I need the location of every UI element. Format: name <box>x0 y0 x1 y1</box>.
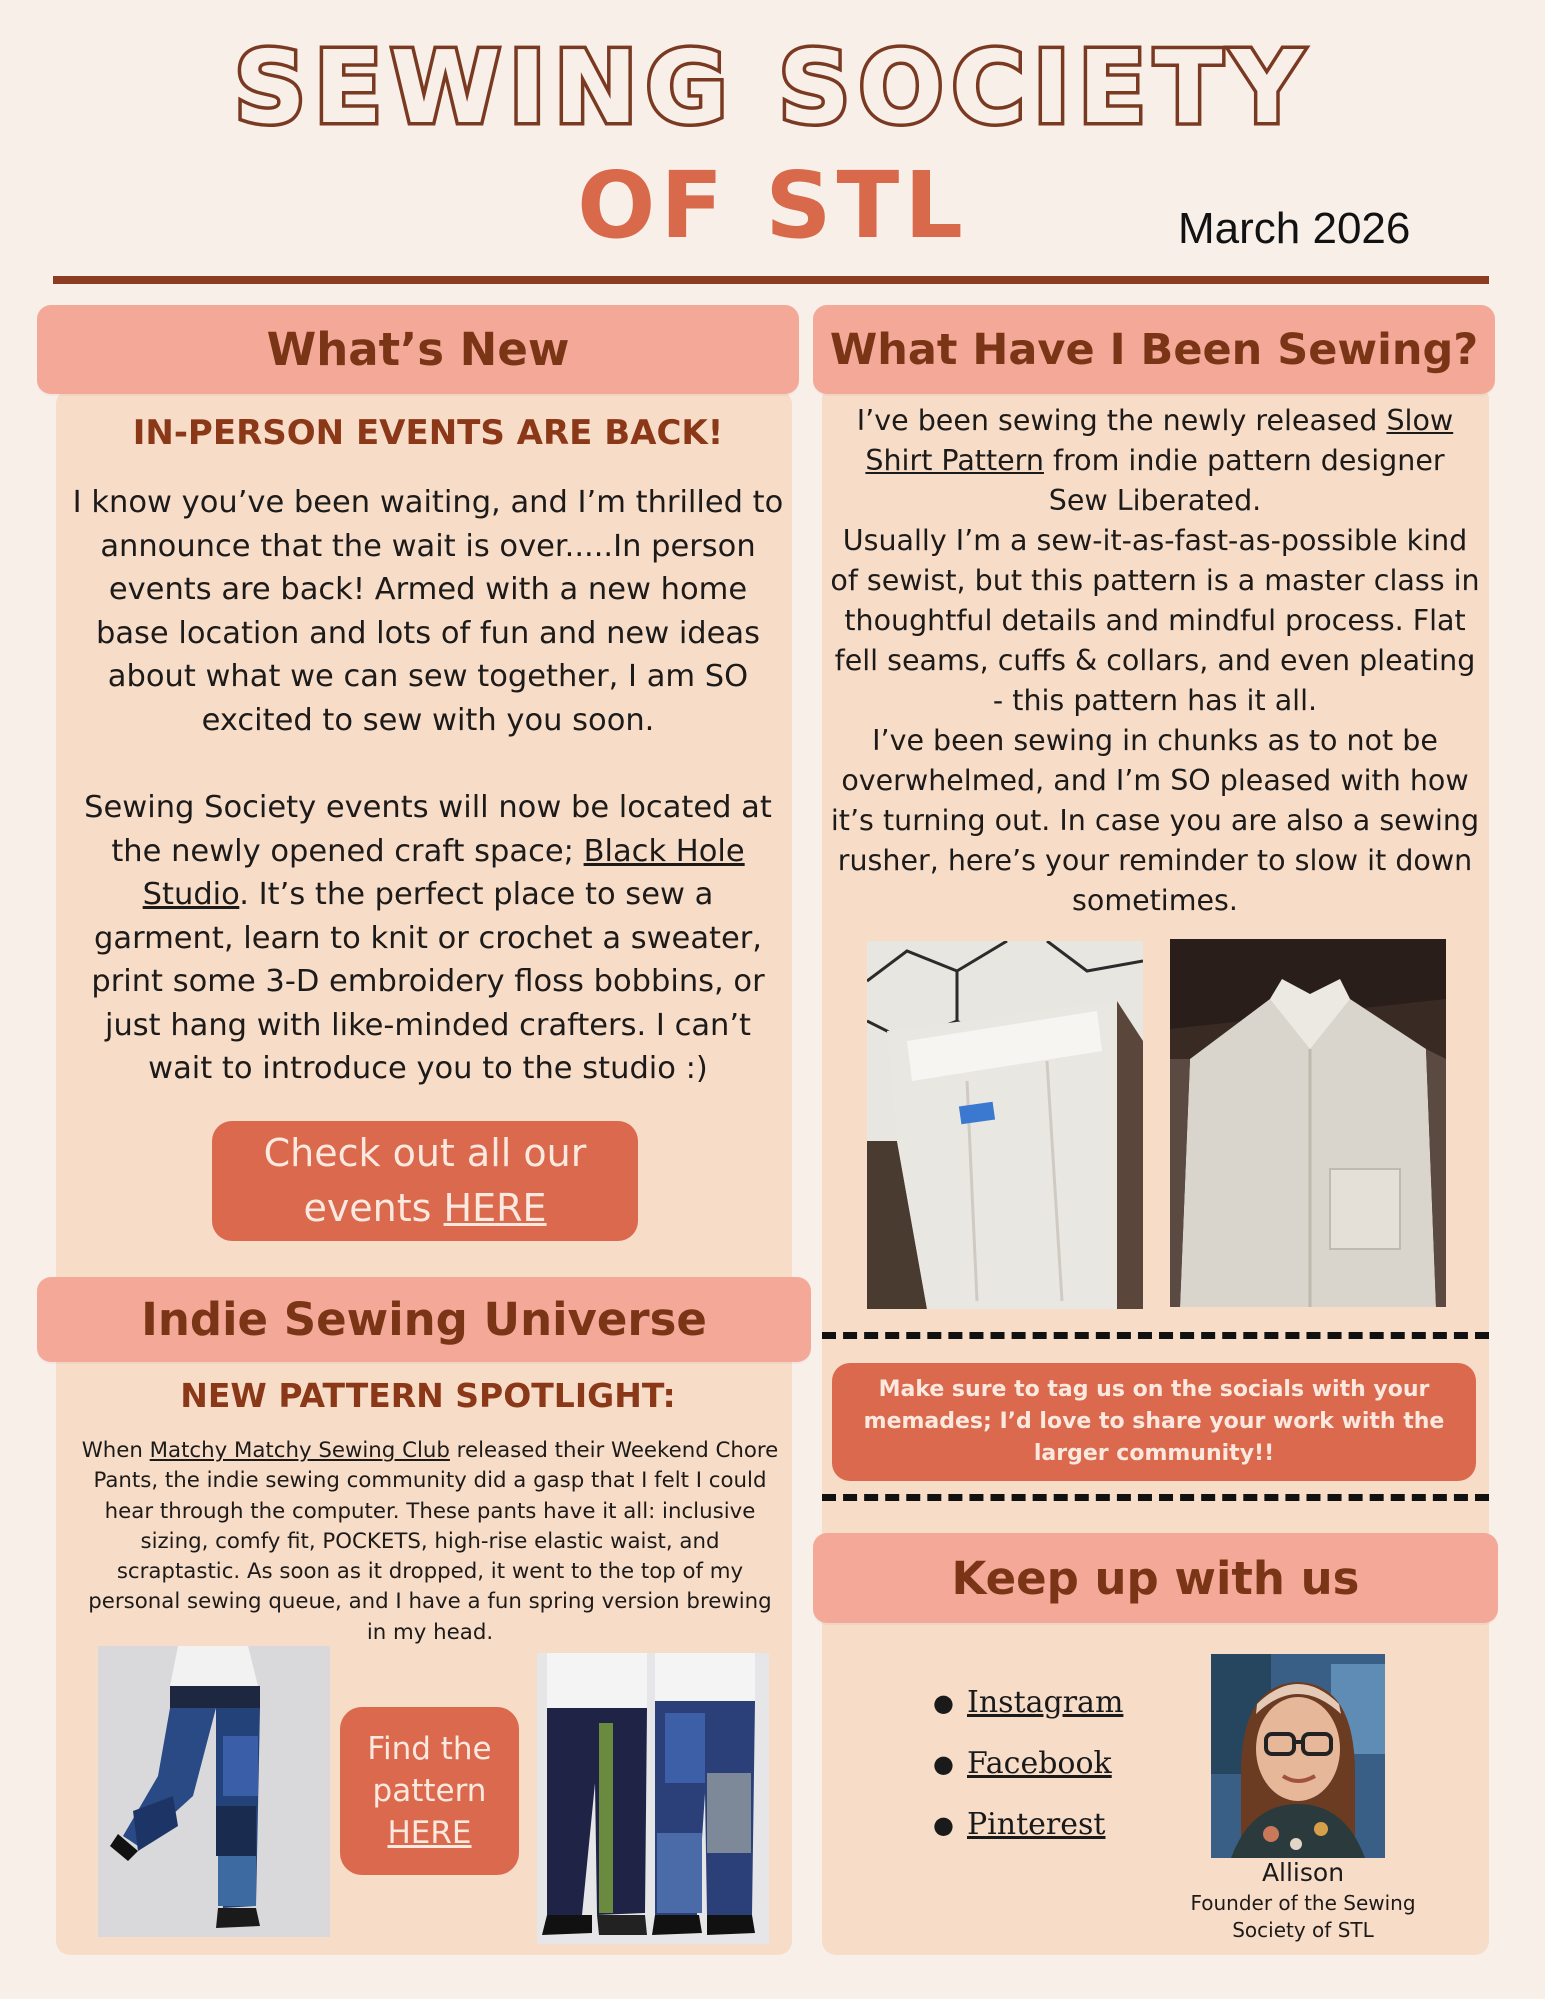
founder-name: Allison <box>1261 1858 1345 1887</box>
keep-up-heading: Keep up with us <box>951 1551 1360 1605</box>
social-link-facebook[interactable]: ● Facebook <box>933 1746 1112 1781</box>
sewing-paragraph-2: Usually I’m a sew-it-as-fast-as-possible kind of sewist, but this pattern is a master class in thoughtful details and mindful process. Flat fell seams, cuffs & collars, and even pleating - this pattern has it all. <box>830 524 1480 717</box>
masthead-divider <box>53 276 1489 284</box>
find-pattern-button[interactable] <box>340 1707 519 1875</box>
social-callout-text: Make sure to tag us on the socials with your memades; I’d love to share your work with the larger community!! <box>863 1377 1445 1466</box>
sewing-header <box>813 305 1495 394</box>
issue-date: March 2026 <box>1178 204 1411 253</box>
events-subhead: IN-PERSON EVENTS ARE BACK! <box>132 413 724 453</box>
sewing-heading: What Have I Been Sewing? <box>829 324 1479 375</box>
callout-divider-top <box>822 1332 1489 1339</box>
studio-text-after: . It’s the perfect place to sew a garment, learn to knit or crochet a sweater, print some 3-D embroidery floss bobbins, or just hang with like-minded crafters. I can’t wait to introduce you to the studio :) <box>91 877 765 1086</box>
find-pattern-label: Find the pattern <box>367 1731 492 1809</box>
chore-pants-photo-2 <box>537 1653 769 1944</box>
pattern-spotlight-text <box>80 1436 780 1648</box>
callout-divider-bottom <box>822 1494 1489 1501</box>
find-pattern-here-link[interactable]: HERE <box>387 1815 472 1851</box>
spotlight-text-after: released their Weekend Chore Pants, the indie sewing community did a gasp that I felt I could hear through the computer. These pants have it all: inclusive sizing, comfy fit, POCKETS, high-rise elastic waist, and scraptastic. As soon as it dropped, it went to the top of my personal sewing queue, and I have a fun spring version brewing in my head. <box>88 1438 779 1645</box>
whats-new-header <box>37 305 799 394</box>
sewing-paragraph-3: I’ve been sewing in chunks as to not be overwhelmed, and I’m SO pleased with how it’s turning out. In case you are also a sewing rusher, here’s your reminder to slow it down sometimes. <box>830 724 1480 917</box>
founder-avatar <box>1211 1654 1385 1858</box>
events-intro-text: I know you’ve been waiting, and I’m thrilled to announce that the wait is over.....In person events are back! Armed with a new home base location and lots of fun and new ideas about what we can sew together, I am SO excited to sew with you soon. <box>72 485 784 738</box>
social-link-pinterest[interactable]: ● Pinterest <box>933 1807 1106 1842</box>
sewing-p1-after: from indie pattern designer Sew Liberated. <box>1043 444 1445 517</box>
chore-pants-photo-1 <box>98 1646 330 1937</box>
events-button-label: Check out all our events <box>263 1131 587 1230</box>
events-here-link[interactable]: HERE <box>443 1186 547 1230</box>
indie-heading: Indie Sewing Universe <box>141 1293 707 1346</box>
social-link-instagram[interactable]: ● Instagram <box>933 1685 1124 1720</box>
matchy-matchy-link[interactable]: Matchy Matchy Sewing Club <box>149 1438 450 1463</box>
social-callout <box>832 1363 1476 1481</box>
studio-paragraph <box>72 786 784 1091</box>
founder-title: Founder of the Sewing Society of STL <box>1190 1891 1416 1942</box>
slow-shirt-photo-1 <box>867 941 1143 1309</box>
pattern-spotlight-subhead: NEW PATTERN SPOTLIGHT: <box>180 1376 676 1415</box>
sewing-paragraph-1 <box>845 401 1465 521</box>
newsletter-subtitle: OF STL <box>577 152 968 259</box>
whats-new-heading: What’s New <box>266 323 570 376</box>
sewing-p1-before: I’ve been sewing the newly released <box>856 404 1387 437</box>
keep-up-header <box>813 1533 1498 1623</box>
indie-header <box>37 1277 811 1362</box>
events-button[interactable] <box>212 1121 638 1241</box>
slow-shirt-link[interactable]: Slow Shirt Pattern <box>865 404 1454 477</box>
spotlight-text-before: When <box>81 1438 150 1463</box>
studio-text-before: Sewing Society events will now be located at the newly opened craft space; <box>84 790 772 869</box>
slow-shirt-photo-2 <box>1170 939 1446 1307</box>
newsletter-title: SEWING SOCIETY <box>234 29 1311 146</box>
social-links-list <box>933 1672 1123 1855</box>
black-hole-studio-link[interactable]: Black Hole Studio <box>142 833 745 912</box>
